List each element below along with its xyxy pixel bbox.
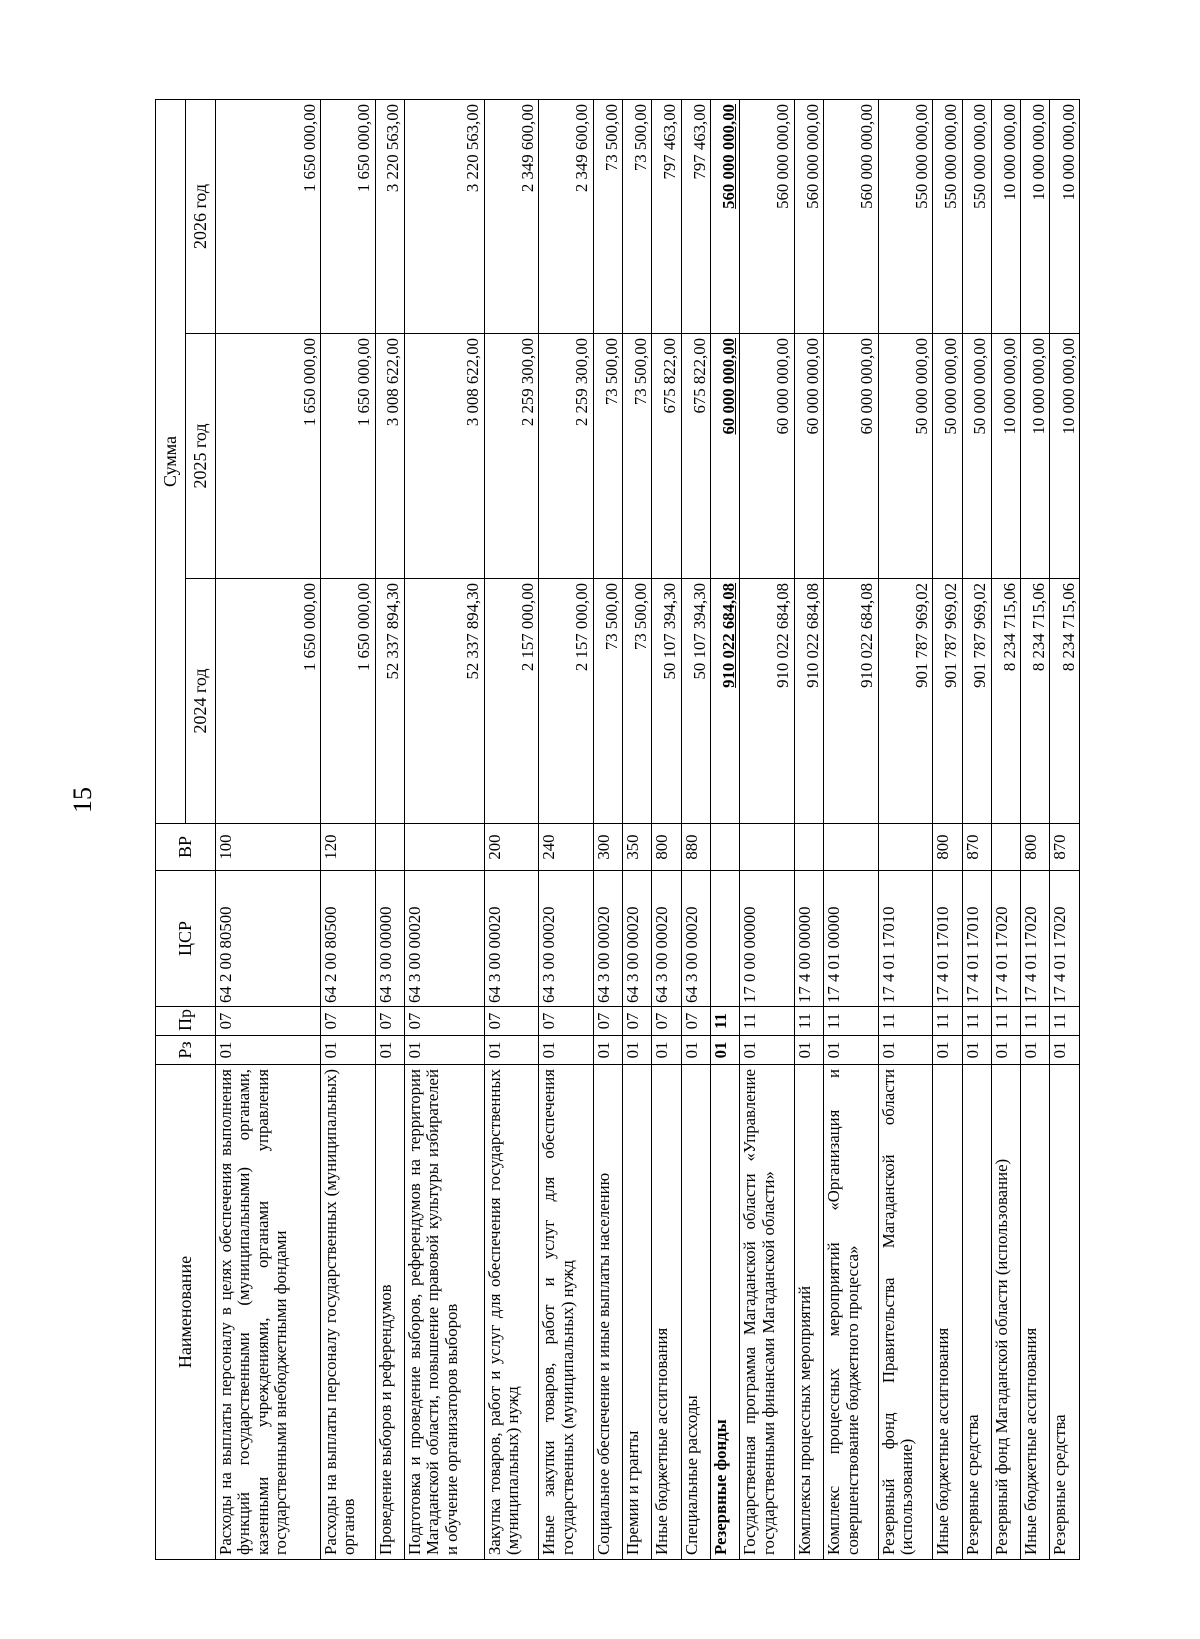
table-row [484,99,539,1559]
row-vr: 800 [652,824,681,871]
row-sum-2026: 10 000 000,00 [1050,99,1080,333]
row-sum-2026: 73 500,00 [593,99,622,333]
row-sum-2024: 910 022 684,08 [824,579,879,824]
row-rz: 01 [933,1036,962,1065]
row-name: Специальные расходы [681,1065,710,1560]
row-pr: 07 [652,1007,681,1036]
row-name: Закупка товаров, работ и услуг для обеспечения государственных (муниципальных) нужд [484,1065,539,1560]
row-sum-2026: 560 000 000,00 [794,99,823,333]
row-name: Иные закупки товаров, работ и услуг для обеспечения государственных (муниципальных) нужд [539,1065,594,1560]
header-2024: 2024 год [186,579,216,824]
row-vr: 870 [962,824,991,871]
row-sum-2025: 50 000 000,00 [962,334,991,579]
row-sum-2026: 560 000 000,00 [740,99,795,333]
row-sum-2026: 2 349 600,00 [484,99,539,333]
row-rz: 01 [1050,1036,1080,1065]
row-name: Резервные средства [962,1065,991,1560]
row-sum-2026: 1 650 000,00 [321,99,376,333]
row-name: Иные бюджетные ассигнования [933,1065,962,1560]
table-row [375,99,404,1559]
row-sum-2024: 901 787 969,02 [878,579,933,824]
row-name: Резервные фонды [710,1065,739,1560]
row-rz: 01 [991,1036,1020,1065]
table-row [824,99,879,1559]
row-sum-2024: 50 107 394,30 [652,579,681,824]
row-sum-2026: 73 500,00 [623,99,652,333]
row-pr: 07 [623,1007,652,1036]
row-rz: 01 [484,1036,539,1065]
page-number: 15 [68,787,97,813]
row-vr: 300 [593,824,622,871]
table-row [1021,99,1050,1559]
row-vr [710,824,739,871]
row-csr: 17 4 01 17020 [1021,871,1050,1007]
row-csr: 17 0 00 00000 [740,871,795,1007]
row-sum-2024: 910 022 684,08 [740,579,795,824]
row-sum-2026: 10 000 000,00 [991,99,1020,333]
header-sum: Сумма [156,99,186,823]
row-vr: 240 [539,824,594,871]
row-pr: 07 [321,1007,376,1036]
row-sum-2026: 10 000 000,00 [1021,99,1050,333]
row-sum-2024: 50 107 394,30 [681,579,710,824]
table-row [1050,99,1080,1559]
row-sum-2024: 1 650 000,00 [216,579,321,824]
table-row [404,99,484,1559]
row-sum-2024: 8 234 715,06 [1021,579,1050,824]
row-sum-2026: 550 000 000,00 [933,99,962,333]
budget-table [155,99,1080,1560]
row-sum-2026: 3 220 563,00 [375,99,404,333]
row-name: Проведение выборов и референдумов [375,1065,404,1560]
row-rz: 01 [404,1036,484,1065]
row-sum-2025: 1 650 000,00 [321,334,376,579]
row-pr: 07 [681,1007,710,1036]
row-vr: 870 [1050,824,1080,871]
row-vr: 200 [484,824,539,871]
row-sum-2024: 910 022 684,08 [710,579,739,824]
row-vr [375,824,404,871]
row-sum-2024: 2 157 000,00 [484,579,539,824]
table-row [681,99,710,1559]
table-row [539,99,594,1559]
row-sum-2026: 550 000 000,00 [962,99,991,333]
table-row [991,99,1020,1559]
table-row [710,99,739,1559]
row-csr: 17 4 01 17010 [962,871,991,1007]
row-sum-2024: 52 337 894,30 [404,579,484,824]
row-name: Государственная программа Магаданской области «Управление государственными финансами Магаданской области» [740,1065,795,1560]
row-pr: 11 [991,1007,1020,1036]
row-name: Премии и гранты [623,1065,652,1560]
row-sum-2025: 675 822,00 [681,334,710,579]
table-body [216,99,1080,1559]
header-name: Наименование [156,1065,216,1560]
row-rz: 01 [740,1036,795,1065]
row-pr: 11 [1050,1007,1080,1036]
row-sum-2025: 2 259 300,00 [484,334,539,579]
table-row [216,99,321,1559]
row-csr: 64 2 00 80500 [216,871,321,1007]
row-sum-2026: 2 349 600,00 [539,99,594,333]
row-pr: 11 [1021,1007,1050,1036]
row-pr: 11 [824,1007,879,1036]
row-csr: 17 4 01 17010 [878,871,933,1007]
row-rz: 01 [216,1036,321,1065]
row-pr: 11 [710,1007,739,1036]
table-row [623,99,652,1559]
row-vr [878,824,933,871]
row-csr: 64 3 00 00020 [652,871,681,1007]
row-name: Подготовка и проведение выборов, референдумов на территории Магаданской области, повышение правовой культуры избирателей и обучение организаторов выборов [404,1065,484,1560]
header-2025: 2025 год [186,334,216,579]
row-pr: 11 [878,1007,933,1036]
row-csr: 17 4 01 17010 [933,871,962,1007]
row-rz: 01 [681,1036,710,1065]
header-vr: ВР [156,824,216,871]
row-name: Резервный фонд Магаданской области (использование) [991,1065,1020,1560]
table-row [878,99,933,1559]
row-sum-2026: 797 463,00 [652,99,681,333]
row-sum-2024: 8 234 715,06 [991,579,1020,824]
row-name: Иные бюджетные ассигнования [652,1065,681,1560]
row-rz: 01 [794,1036,823,1065]
row-name: Комплексы процессных мероприятий [794,1065,823,1560]
header-csr: ЦСР [156,871,216,1007]
table-row [652,99,681,1559]
row-csr: 64 3 00 00020 [484,871,539,1007]
row-sum-2026: 797 463,00 [681,99,710,333]
row-rz: 01 [1021,1036,1050,1065]
row-csr: 17 4 01 17020 [1050,871,1080,1007]
row-sum-2024: 2 157 000,00 [539,579,594,824]
row-rz: 01 [623,1036,652,1065]
row-sum-2025: 50 000 000,00 [878,334,933,579]
row-csr: 64 3 00 00000 [375,871,404,1007]
row-sum-2024: 52 337 894,30 [375,579,404,824]
row-pr: 11 [740,1007,795,1036]
table-row [933,99,962,1559]
header-2026: 2026 год [186,99,216,333]
row-vr: 100 [216,824,321,871]
row-sum-2025: 60 000 000,00 [824,334,879,579]
row-name: Резервный фонд Правительства Магаданской области (использование) [878,1065,933,1560]
row-name: Резервные средства [1050,1065,1080,1560]
table-row [593,99,622,1559]
row-sum-2025: 10 000 000,00 [1021,334,1050,579]
row-sum-2024: 73 500,00 [623,579,652,824]
row-pr: 07 [539,1007,594,1036]
table-row [794,99,823,1559]
row-vr: 800 [933,824,962,871]
row-name: Расходы на выплаты персоналу государственных (муниципальных) органов [321,1065,376,1560]
row-rz: 01 [824,1036,879,1065]
row-csr: 64 3 00 00020 [593,871,622,1007]
row-sum-2025: 73 500,00 [623,334,652,579]
row-vr [794,824,823,871]
row-pr: 07 [375,1007,404,1036]
row-rz: 01 [878,1036,933,1065]
row-pr: 07 [404,1007,484,1036]
row-csr: 17 4 01 17020 [991,871,1020,1007]
row-rz: 01 [962,1036,991,1065]
row-sum-2025: 10 000 000,00 [991,334,1020,579]
row-name: Социальное обеспечение и иные выплаты населению [593,1065,622,1560]
row-sum-2024: 901 787 969,02 [962,579,991,824]
row-sum-2025: 675 822,00 [652,334,681,579]
row-sum-2024: 910 022 684,08 [794,579,823,824]
row-pr: 07 [593,1007,622,1036]
table-row [962,99,991,1559]
row-sum-2026: 3 220 563,00 [404,99,484,333]
row-rz: 01 [321,1036,376,1065]
row-vr [740,824,795,871]
row-sum-2025: 60 000 000,00 [710,334,739,579]
row-rz: 01 [375,1036,404,1065]
row-sum-2025: 60 000 000,00 [740,334,795,579]
row-pr: 11 [794,1007,823,1036]
row-pr: 07 [484,1007,539,1036]
row-sum-2025: 3 008 622,00 [404,334,484,579]
row-sum-2025: 3 008 622,00 [375,334,404,579]
row-name: Комплекс процессных мероприятий «Организация и совершенствование бюджетного процесса» [824,1065,879,1560]
header-rz: Рз [156,1036,216,1065]
row-sum-2024: 1 650 000,00 [321,579,376,824]
row-sum-2025: 10 000 000,00 [1050,334,1080,579]
row-csr: 64 3 00 00020 [539,871,594,1007]
row-vr: 800 [1021,824,1050,871]
row-pr: 07 [216,1007,321,1036]
header-pr: Пр [156,1007,216,1036]
row-sum-2025: 1 650 000,00 [216,334,321,579]
row-csr [710,871,739,1007]
row-vr: 350 [623,824,652,871]
row-vr [404,824,484,871]
row-sum-2025: 60 000 000,00 [794,334,823,579]
row-vr: 880 [681,824,710,871]
row-sum-2024: 901 787 969,02 [933,579,962,824]
rotated-table-wrapper [155,100,1080,1560]
row-rz: 01 [539,1036,594,1065]
row-csr: 64 2 00 80500 [321,871,376,1007]
row-pr: 11 [962,1007,991,1036]
table-row [740,99,795,1559]
row-pr: 11 [933,1007,962,1036]
row-sum-2026: 560 000 000,00 [710,99,739,333]
row-name: Иные бюджетные ассигнования [1021,1065,1050,1560]
table-row [321,99,376,1559]
row-sum-2026: 1 650 000,00 [216,99,321,333]
row-sum-2024: 73 500,00 [593,579,622,824]
row-rz: 01 [593,1036,622,1065]
row-rz: 01 [652,1036,681,1065]
row-csr: 17 4 00 00000 [794,871,823,1007]
row-sum-2025: 50 000 000,00 [933,334,962,579]
row-sum-2024: 8 234 715,06 [1050,579,1080,824]
row-rz: 01 [710,1036,739,1065]
row-name: Расходы на выплаты персоналу в целях обеспечения выполнения функций государственными (муниципальными) органами, казенными учреждениями, органами управления государственными внебюджетными фондами [216,1065,321,1560]
row-csr: 17 4 01 00000 [824,871,879,1007]
row-sum-2025: 73 500,00 [593,334,622,579]
row-vr: 120 [321,824,376,871]
row-sum-2025: 2 259 300,00 [539,334,594,579]
row-vr [991,824,1020,871]
row-csr: 64 3 00 00020 [404,871,484,1007]
row-sum-2026: 560 000 000,00 [824,99,879,333]
row-csr: 64 3 00 00020 [681,871,710,1007]
row-sum-2026: 550 000 000,00 [878,99,933,333]
row-vr [824,824,879,871]
row-csr: 64 3 00 00020 [623,871,652,1007]
